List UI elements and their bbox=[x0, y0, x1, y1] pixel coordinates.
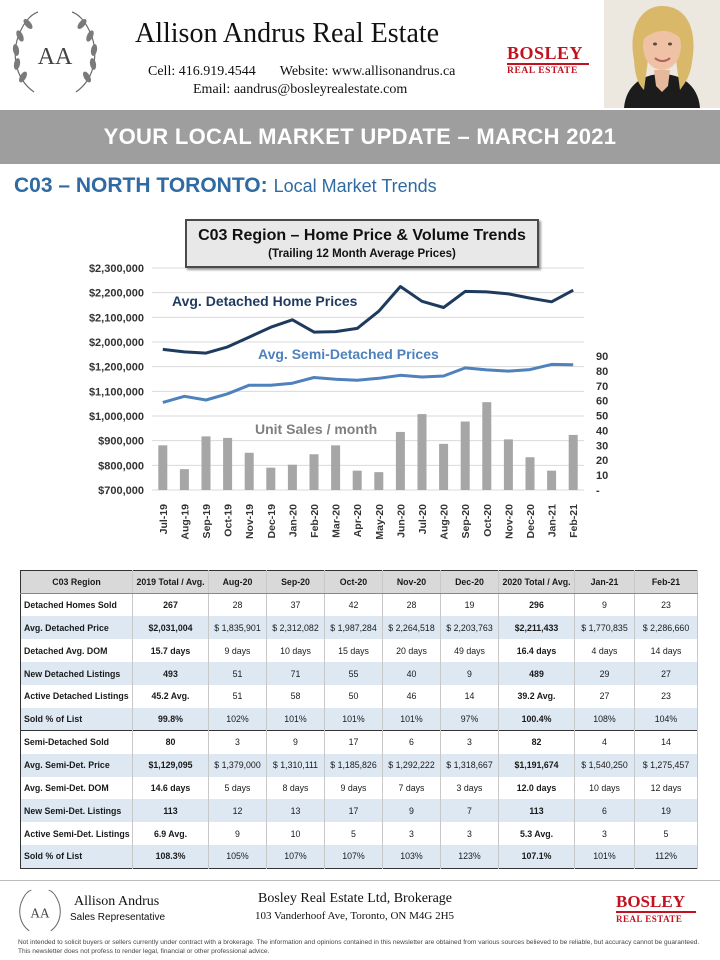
table-cell: 39.2 Avg. bbox=[499, 685, 575, 708]
table-cell: $1,191,674 bbox=[499, 754, 575, 777]
table-cell: $ 1,292,222 bbox=[383, 754, 441, 777]
footer-agent-role: Sales Representative bbox=[70, 912, 166, 923]
table-cell: 10 days bbox=[575, 777, 635, 800]
footer-bosley-bottom: REAL ESTATE bbox=[616, 914, 683, 924]
table-cell: $ 2,312,082 bbox=[267, 616, 325, 639]
table-cell: 37 bbox=[267, 593, 325, 616]
table-cell: 28 bbox=[209, 593, 267, 616]
table-cell: 102% bbox=[209, 708, 267, 731]
column-header: 2019 Total / Avg. bbox=[133, 571, 209, 594]
y2-tick-label: 30 bbox=[596, 440, 609, 453]
table-cell: 15 days bbox=[325, 639, 383, 662]
y2-tick-label: 70 bbox=[596, 380, 609, 393]
table-cell: 49 days bbox=[441, 639, 499, 662]
x-tick-label: Feb-20 bbox=[309, 504, 321, 538]
x-tick-label: Feb-21 bbox=[568, 504, 581, 538]
agent-photo bbox=[604, 0, 720, 108]
table-row bbox=[21, 708, 698, 731]
row-label: Sold % of List bbox=[21, 708, 133, 731]
table-cell: 14 bbox=[441, 685, 499, 708]
table-cell: 107% bbox=[325, 845, 383, 868]
table-row bbox=[21, 593, 698, 616]
table-cell: 97% bbox=[441, 708, 499, 731]
table-cell: 493 bbox=[133, 662, 209, 685]
table-cell: 16.4 days bbox=[499, 639, 575, 662]
table-cell: $ 1,770,835 bbox=[575, 616, 635, 639]
footer-brokerage: Bosley Real Estate Ltd, Brokerage bbox=[258, 891, 452, 906]
table-cell: $ 1,379,000 bbox=[209, 754, 267, 777]
table-cell: 4 bbox=[575, 731, 635, 754]
table-cell: 46 bbox=[383, 685, 441, 708]
sales-bar bbox=[158, 445, 167, 490]
table-cell: 5 bbox=[635, 822, 698, 845]
table-cell: 6 bbox=[383, 731, 441, 754]
table-cell: 15.7 days bbox=[133, 639, 209, 662]
table-cell: 40 bbox=[383, 662, 441, 685]
table-cell: 27 bbox=[575, 685, 635, 708]
table-cell: $ 2,203,763 bbox=[441, 616, 499, 639]
table-cell: 28 bbox=[383, 593, 441, 616]
row-label: Sold % of List bbox=[21, 845, 133, 868]
table-cell: 29 bbox=[575, 662, 635, 685]
sales-bar bbox=[180, 469, 189, 490]
region-title-sub: Local Market Trends bbox=[273, 176, 437, 196]
table-cell: 12 days bbox=[635, 777, 698, 800]
x-tick-label: Mar-20 bbox=[330, 504, 343, 538]
row-label: Active Semi-Det. Listings bbox=[21, 822, 133, 845]
table-row bbox=[21, 754, 698, 777]
row-label: Avg. Detached Price bbox=[21, 616, 133, 639]
x-tick-label: Jul-19 bbox=[157, 504, 170, 535]
table-cell: 99.8% bbox=[133, 708, 209, 731]
y2-tick-label: 50 bbox=[596, 410, 609, 423]
x-tick-label: Sep-20 bbox=[460, 504, 473, 539]
table-cell: 9 bbox=[575, 593, 635, 616]
footer-bosley-top: BOSLEY bbox=[616, 892, 685, 911]
x-tick-label: Aug-19 bbox=[179, 504, 192, 540]
table-cell: $2,031,004 bbox=[133, 616, 209, 639]
y-tick-label: $2,100,000 bbox=[88, 312, 144, 325]
allison-andrus-logo bbox=[6, 6, 104, 104]
table-cell: 9 days bbox=[209, 639, 267, 662]
table-cell: 112% bbox=[635, 845, 698, 868]
table-row bbox=[21, 685, 698, 708]
table-cell: $ 2,264,518 bbox=[383, 616, 441, 639]
table-cell: 6 bbox=[575, 799, 635, 822]
table-cell: 12 bbox=[209, 799, 267, 822]
table-cell: 58 bbox=[267, 685, 325, 708]
table-cell: 101% bbox=[575, 845, 635, 868]
sales-bar bbox=[310, 454, 319, 490]
sales-bar bbox=[439, 444, 448, 490]
bosley-logo bbox=[507, 44, 589, 77]
sales-bar bbox=[526, 457, 535, 490]
footer-bosley-logo bbox=[616, 893, 696, 924]
table-cell: 14 bbox=[635, 731, 698, 754]
x-tick-label: Nov-20 bbox=[503, 504, 516, 540]
y2-tick-label: 60 bbox=[596, 395, 609, 408]
sales-bar bbox=[353, 471, 362, 490]
table-cell: 3 days bbox=[441, 777, 499, 800]
table-cell: 42 bbox=[325, 593, 383, 616]
table-cell: $ 1,185,826 bbox=[325, 754, 383, 777]
x-tick-label: Jan-20 bbox=[287, 504, 300, 538]
table-row bbox=[21, 822, 698, 845]
table-cell: 113 bbox=[499, 799, 575, 822]
x-tick-label: Oct-20 bbox=[481, 504, 494, 537]
row-label: Detached Homes Sold bbox=[21, 593, 133, 616]
table-header-row bbox=[21, 571, 698, 594]
x-tick-label: Dec-19 bbox=[265, 504, 278, 539]
y-tick-label: $1,100,000 bbox=[88, 386, 144, 399]
column-header: Nov-20 bbox=[383, 571, 441, 594]
row-label: Detached Avg. DOM bbox=[21, 639, 133, 662]
table-cell: 3 bbox=[575, 822, 635, 845]
table-cell: 3 bbox=[441, 822, 499, 845]
table-cell: 82 bbox=[499, 731, 575, 754]
y-tick-label: $900,000 bbox=[98, 435, 144, 448]
y-tick-label: $1,200,000 bbox=[88, 361, 144, 374]
x-tick-label: Jun-20 bbox=[395, 504, 408, 538]
sales-bar bbox=[202, 436, 211, 490]
table-cell: 100.4% bbox=[499, 708, 575, 731]
table-cell: 108% bbox=[575, 708, 635, 731]
table-cell: 8 days bbox=[267, 777, 325, 800]
y2-tick-label: 10 bbox=[596, 470, 609, 483]
contact-phone-web bbox=[148, 64, 455, 80]
region-title-main: C03 – NORTH TORONTO: bbox=[14, 174, 268, 197]
table-cell: 55 bbox=[325, 662, 383, 685]
table-cell: 101% bbox=[267, 708, 325, 731]
table-cell: $1,129,095 bbox=[133, 754, 209, 777]
sales-bar bbox=[331, 445, 340, 490]
table-cell: $2,211,433 bbox=[499, 616, 575, 639]
table-cell: 17 bbox=[325, 799, 383, 822]
table-cell: $ 1,310,111 bbox=[267, 754, 325, 777]
sales-bar bbox=[461, 422, 470, 490]
table-cell: 3 bbox=[441, 731, 499, 754]
sales-bar bbox=[569, 435, 578, 490]
table-cell: 104% bbox=[635, 708, 698, 731]
sales-bar bbox=[396, 432, 405, 490]
table-cell: 12.0 days bbox=[499, 777, 575, 800]
table-cell: 3 bbox=[209, 731, 267, 754]
x-tick-label: Oct-19 bbox=[222, 504, 235, 537]
market-update-banner: YOUR LOCAL MARKET UPDATE – MARCH 2021 bbox=[0, 110, 720, 164]
table-cell: 23 bbox=[635, 593, 698, 616]
y2-tick-label: 90 bbox=[596, 351, 609, 363]
chart-subtitle: (Trailing 12 Month Average Prices) bbox=[268, 248, 456, 260]
table-cell: 101% bbox=[325, 708, 383, 731]
table-cell: 13 bbox=[267, 799, 325, 822]
table-cell: 14 days bbox=[635, 639, 698, 662]
table-cell: 3 bbox=[383, 822, 441, 845]
x-tick-label: Apr-20 bbox=[352, 504, 365, 538]
table-row bbox=[21, 639, 698, 662]
table-cell: 9 bbox=[267, 731, 325, 754]
y-tick-label: $800,000 bbox=[98, 460, 144, 473]
sales-bar bbox=[288, 465, 297, 490]
cell-number: Cell: 416.919.4544 bbox=[148, 64, 256, 79]
table-cell: 108.3% bbox=[133, 845, 209, 868]
y-tick-label: $2,300,000 bbox=[88, 263, 144, 275]
sales-bar bbox=[266, 468, 275, 490]
column-header: Dec-20 bbox=[441, 571, 499, 594]
chart-title-box bbox=[185, 219, 539, 268]
column-header: C03 Region bbox=[21, 571, 133, 594]
table-cell: $ 1,540,250 bbox=[575, 754, 635, 777]
semi-series-label: Avg. Semi-Detached Prices bbox=[258, 346, 439, 362]
table-cell: 6.9 Avg. bbox=[133, 822, 209, 845]
table-cell: 101% bbox=[383, 708, 441, 731]
sales-bar bbox=[223, 438, 232, 490]
table-cell: 103% bbox=[383, 845, 441, 868]
y2-tick-label: 80 bbox=[596, 365, 609, 378]
table-cell: 19 bbox=[441, 593, 499, 616]
table-cell: 19 bbox=[635, 799, 698, 822]
table-cell: $ 1,835,901 bbox=[209, 616, 267, 639]
header bbox=[0, 0, 720, 108]
table-cell: 4 days bbox=[575, 639, 635, 662]
table-cell: 7 days bbox=[383, 777, 441, 800]
table-cell: 9 bbox=[209, 822, 267, 845]
x-tick-label: Jul-20 bbox=[417, 504, 429, 535]
table-cell: 113 bbox=[133, 799, 209, 822]
column-header: Sep-20 bbox=[267, 571, 325, 594]
footer-agent-name: Allison Andrus bbox=[74, 894, 160, 909]
y-tick-label: $1,000,000 bbox=[88, 411, 144, 423]
sales-bar bbox=[547, 471, 556, 490]
y2-tick-label: 20 bbox=[596, 455, 609, 468]
y-tick-label: $2,000,000 bbox=[88, 337, 144, 349]
table-cell: 7 bbox=[441, 799, 499, 822]
footer-logo-lettering: AA bbox=[30, 905, 50, 921]
footer-logo bbox=[15, 887, 65, 937]
chart-title: C03 Region – Home Price & Volume Trends bbox=[198, 227, 526, 244]
logo-lettering: AA bbox=[37, 44, 73, 70]
table-cell: 296 bbox=[499, 593, 575, 616]
table-cell: $ 1,987,284 bbox=[325, 616, 383, 639]
table-cell: $ 1,275,457 bbox=[635, 754, 698, 777]
table-cell: 267 bbox=[133, 593, 209, 616]
row-label: New Semi-Det. Listings bbox=[21, 799, 133, 822]
column-header: Jan-21 bbox=[575, 571, 635, 594]
table-row bbox=[21, 662, 698, 685]
table-cell: 10 days bbox=[267, 639, 325, 662]
table-cell: 107.1% bbox=[499, 845, 575, 868]
x-tick-label: Jan-21 bbox=[546, 504, 559, 538]
table-cell: 51 bbox=[209, 685, 267, 708]
x-tick-label: Aug-20 bbox=[438, 504, 451, 540]
table-cell: 9 bbox=[383, 799, 441, 822]
table-cell: 23 bbox=[635, 685, 698, 708]
row-label: New Detached Listings bbox=[21, 662, 133, 685]
sales-bar bbox=[245, 453, 254, 490]
table-cell: 9 days bbox=[325, 777, 383, 800]
brand-name: Allison Andrus Real Estate bbox=[135, 18, 440, 49]
table-cell: 10 bbox=[267, 822, 325, 845]
table-row bbox=[21, 799, 698, 822]
sales-bar bbox=[504, 439, 513, 490]
table-cell: 20 days bbox=[383, 639, 441, 662]
table-row bbox=[21, 777, 698, 800]
table-cell: 45.2 Avg. bbox=[133, 685, 209, 708]
table-row bbox=[21, 845, 698, 868]
table-cell: 5 days bbox=[209, 777, 267, 800]
disclaimer: Not intended to solicit buyers or sellers currently under contract with a brokerage. The information and opinions contained in this newsletter are obtained from various sources believed to be reliable, but accuracy cannot be guaranteed. This newsletter does not profess to render legal, financial or other professional advice. bbox=[18, 939, 700, 955]
y-tick-label: $700,000 bbox=[98, 485, 144, 497]
table-cell: 50 bbox=[325, 685, 383, 708]
region-title bbox=[14, 174, 437, 198]
table-cell: 5.3 Avg. bbox=[499, 822, 575, 845]
x-tick-label: Dec-20 bbox=[525, 504, 537, 539]
y-tick-label: $2,200,000 bbox=[88, 287, 144, 300]
detached-series-label: Avg. Detached Home Prices bbox=[172, 293, 358, 309]
x-tick-label: Nov-19 bbox=[244, 504, 257, 540]
email-link[interactable]: Email: aandrus@bosleyrealestate.com bbox=[193, 82, 408, 97]
row-label: Avg. Semi-Det. DOM bbox=[21, 777, 133, 800]
column-header: Oct-20 bbox=[325, 571, 383, 594]
table-cell: 107% bbox=[267, 845, 325, 868]
table-cell: 17 bbox=[325, 731, 383, 754]
x-tick-label: Sep-19 bbox=[201, 504, 213, 539]
row-label: Semi-Detached Sold bbox=[21, 731, 133, 754]
sales-bar bbox=[418, 414, 427, 490]
table-cell: 105% bbox=[209, 845, 267, 868]
table-cell: 51 bbox=[209, 662, 267, 685]
sales-series-label: Unit Sales / month bbox=[255, 421, 378, 437]
column-header: 2020 Total / Avg. bbox=[499, 571, 575, 594]
footer-address: 103 Vanderhoof Ave, Toronto, ON M4G 2H5 bbox=[255, 910, 455, 922]
market-stats-table bbox=[20, 570, 698, 869]
table-cell: 14.6 days bbox=[133, 777, 209, 800]
sales-bar bbox=[482, 402, 491, 490]
sales-bar bbox=[374, 472, 383, 490]
table-cell: 5 bbox=[325, 822, 383, 845]
table-row bbox=[21, 616, 698, 639]
bosley-logo-top: BOSLEY bbox=[507, 43, 584, 63]
table-cell: 27 bbox=[635, 662, 698, 685]
column-header: Feb-21 bbox=[635, 571, 698, 594]
x-tick-label: May-20 bbox=[373, 504, 386, 540]
table-row bbox=[21, 731, 698, 754]
row-label: Avg. Semi-Det. Price bbox=[21, 754, 133, 777]
bosley-logo-bottom: REAL ESTATE bbox=[507, 66, 578, 76]
table-cell: 71 bbox=[267, 662, 325, 685]
table-cell: 9 bbox=[441, 662, 499, 685]
table-cell: 489 bbox=[499, 662, 575, 685]
y2-tick-label: 40 bbox=[596, 425, 609, 438]
table-cell: 123% bbox=[441, 845, 499, 868]
column-header: Aug-20 bbox=[209, 571, 267, 594]
row-label: Active Detached Listings bbox=[21, 685, 133, 708]
table-cell: 80 bbox=[133, 731, 209, 754]
y2-tick-label: - bbox=[596, 485, 600, 497]
table-cell: $ 1,318,667 bbox=[441, 754, 499, 777]
website-link[interactable]: Website: www.allisonandrus.ca bbox=[279, 64, 456, 79]
table-cell: $ 2,286,660 bbox=[635, 616, 698, 639]
